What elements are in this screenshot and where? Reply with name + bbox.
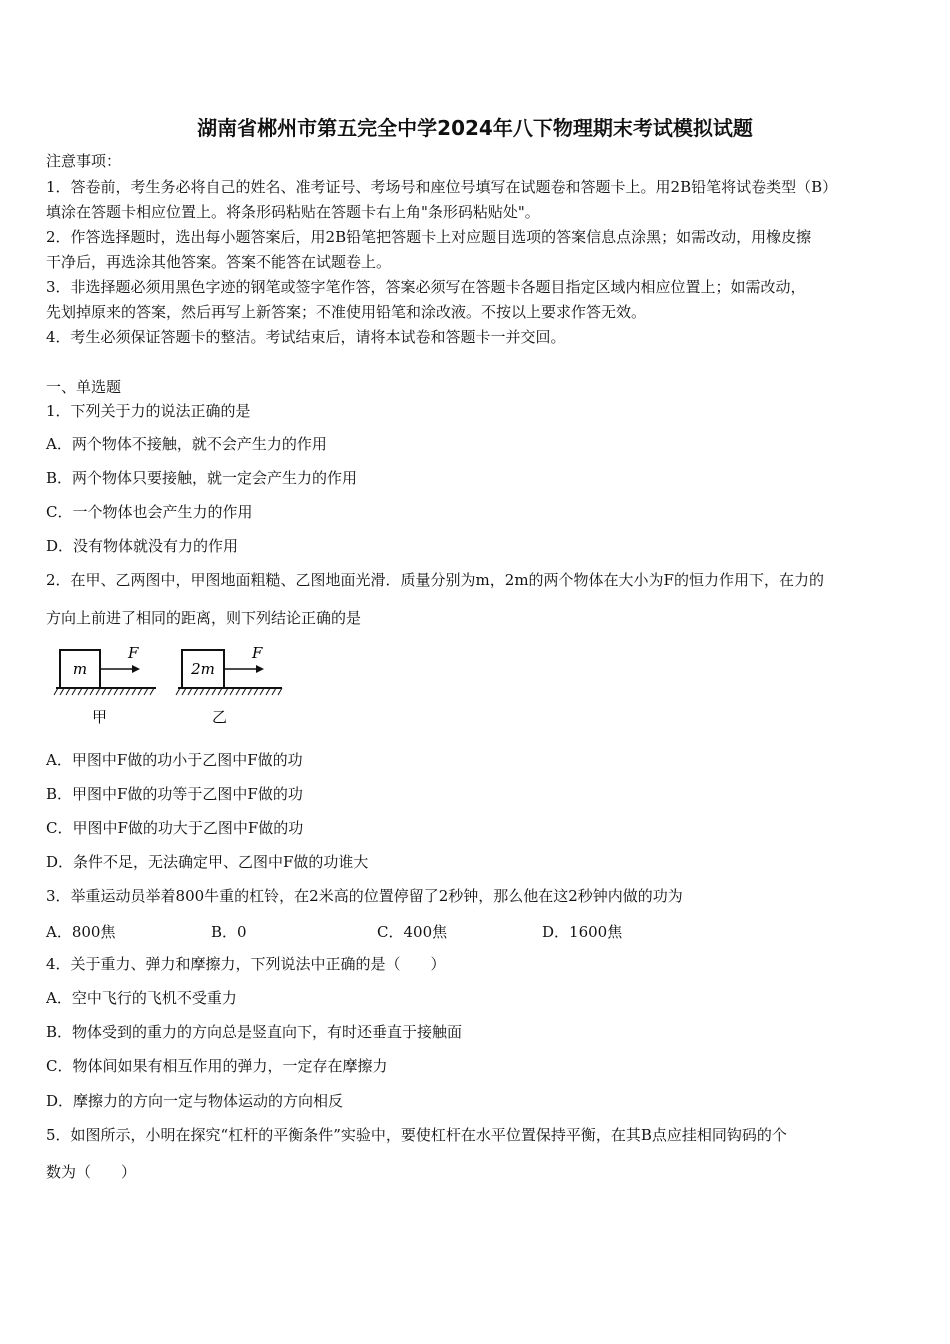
notice-line: 先划掉原来的答案，然后再写上新答案；不准使用铅笔和涂改液。不按以上要求作答无效。 bbox=[46, 303, 647, 321]
question-4-option-d: D．摩擦力的方向一定与物体运动的方向相反 bbox=[46, 1092, 344, 1110]
caption-right: 乙 bbox=[212, 708, 228, 726]
question-2-option-d: D．条件不足，无法确定甲、乙图中F做的功谁大 bbox=[46, 853, 369, 871]
section-heading: 一、单选题 bbox=[46, 378, 122, 396]
question-1-stem: 1．下列关于力的说法正确的是 bbox=[46, 402, 251, 420]
question-2-figure bbox=[48, 640, 298, 734]
notice-line: 1．答卷前，考生务必将自己的姓名、准考证号、考场号和座位号填写在试题卷和答题卡上。用2B铅笔将试卷类型（B） bbox=[46, 178, 838, 196]
notice-line: 3．非选择题必须用黑色字迹的钢笔或签字笔作答，答案必须写在答题卡各题目指定区域内相应位置上；如需改动， bbox=[46, 278, 806, 296]
notice-line: 干净后，再选涂其他答案。答案不能答在试题卷上。 bbox=[46, 253, 392, 271]
question-5-stem-line-2: 数为（ ） bbox=[46, 1163, 137, 1181]
question-4-option-b: B．物体受到的重力的方向总是竖直向下，有时还垂直于接触面 bbox=[46, 1023, 463, 1041]
block-m-label: m bbox=[72, 660, 88, 678]
question-2-stem-line-2: 方向上前进了相同的距离，则下列结论正确的是 bbox=[46, 609, 362, 627]
force-diagram bbox=[48, 640, 298, 730]
force-arrowhead-left bbox=[132, 665, 140, 673]
question-2-option-c: C．甲图中F做的功大于乙图中F做的功 bbox=[46, 819, 304, 837]
question-4-option-c: C．物体间如果有相互作用的弹力，一定存在摩擦力 bbox=[46, 1057, 388, 1075]
question-3-option-d: D．1600焦 bbox=[542, 923, 623, 941]
caption-left: 甲 bbox=[92, 708, 108, 726]
notice-line: 2．作答选择题时，选出每小题答案后，用2B铅笔把答题卡上对应题目选项的答案信息点涂黑；如需改动，用橡皮擦 bbox=[46, 228, 812, 246]
page-title: 湖南省郴州市第五完全中学2024年八下物理期末考试模拟试题 bbox=[197, 116, 753, 140]
block-2m-label: 2m bbox=[191, 660, 215, 678]
question-4-option-a: A．空中飞行的飞机不受重力 bbox=[46, 989, 237, 1007]
question-1-option-d: D．没有物体就没有力的作用 bbox=[46, 537, 239, 555]
notice-line: 4．考生必须保证答题卡的整洁。考试结束后，请将本试卷和答题卡一并交回。 bbox=[46, 328, 566, 346]
question-2-stem-line-1: 2．在甲、乙两图中，甲图地面粗糙、乙图地面光滑．质量分别为m，2m的两个物体在大小为F的恒力作用下，在力的 bbox=[46, 571, 824, 589]
diagram-left bbox=[54, 644, 156, 726]
question-2-option-b: B．甲图中F做的功等于乙图中F做的功 bbox=[46, 785, 303, 803]
question-3-option-a: A．800焦 bbox=[46, 923, 116, 941]
question-3-option-b: B．0 bbox=[211, 923, 247, 941]
question-2-option-a: A．甲图中F做的功小于乙图中F做的功 bbox=[46, 751, 303, 769]
question-3-stem: 3．举重运动员举着800牛重的杠铃，在2米高的位置停留了2秒钟，那么他在这2秒钟内做的功为 bbox=[46, 887, 683, 905]
question-4-stem: 4．关于重力、弹力和摩擦力，下列说法中正确的是（ ） bbox=[46, 955, 446, 973]
force-arrowhead-right bbox=[256, 665, 264, 673]
question-5-stem-line-1: 5．如图所示，小明在探究“杠杆的平衡条件”实验中，要使杠杆在水平位置保持平衡，在其B点应挂相同钩码的个 bbox=[46, 1126, 787, 1144]
force-label-left: F bbox=[128, 644, 139, 662]
diagram-right bbox=[176, 644, 282, 726]
question-1-option-b: B．两个物体只要接触，就一定会产生力的作用 bbox=[46, 469, 358, 487]
force-label-right: F bbox=[252, 644, 263, 662]
question-1-option-c: C．一个物体也会产生力的作用 bbox=[46, 503, 253, 521]
ground-hatch-left bbox=[54, 688, 154, 695]
question-1-option-a: A．两个物体不接触，就不会产生力的作用 bbox=[46, 435, 327, 453]
notice-heading: 注意事项： bbox=[46, 152, 122, 170]
notice-line: 填涂在答题卡相应位置上。将条形码粘贴在答题卡右上角"条形码粘贴处"。 bbox=[46, 203, 540, 221]
question-3-option-c: C．400焦 bbox=[377, 923, 448, 941]
ground-hatch-right bbox=[176, 688, 282, 695]
